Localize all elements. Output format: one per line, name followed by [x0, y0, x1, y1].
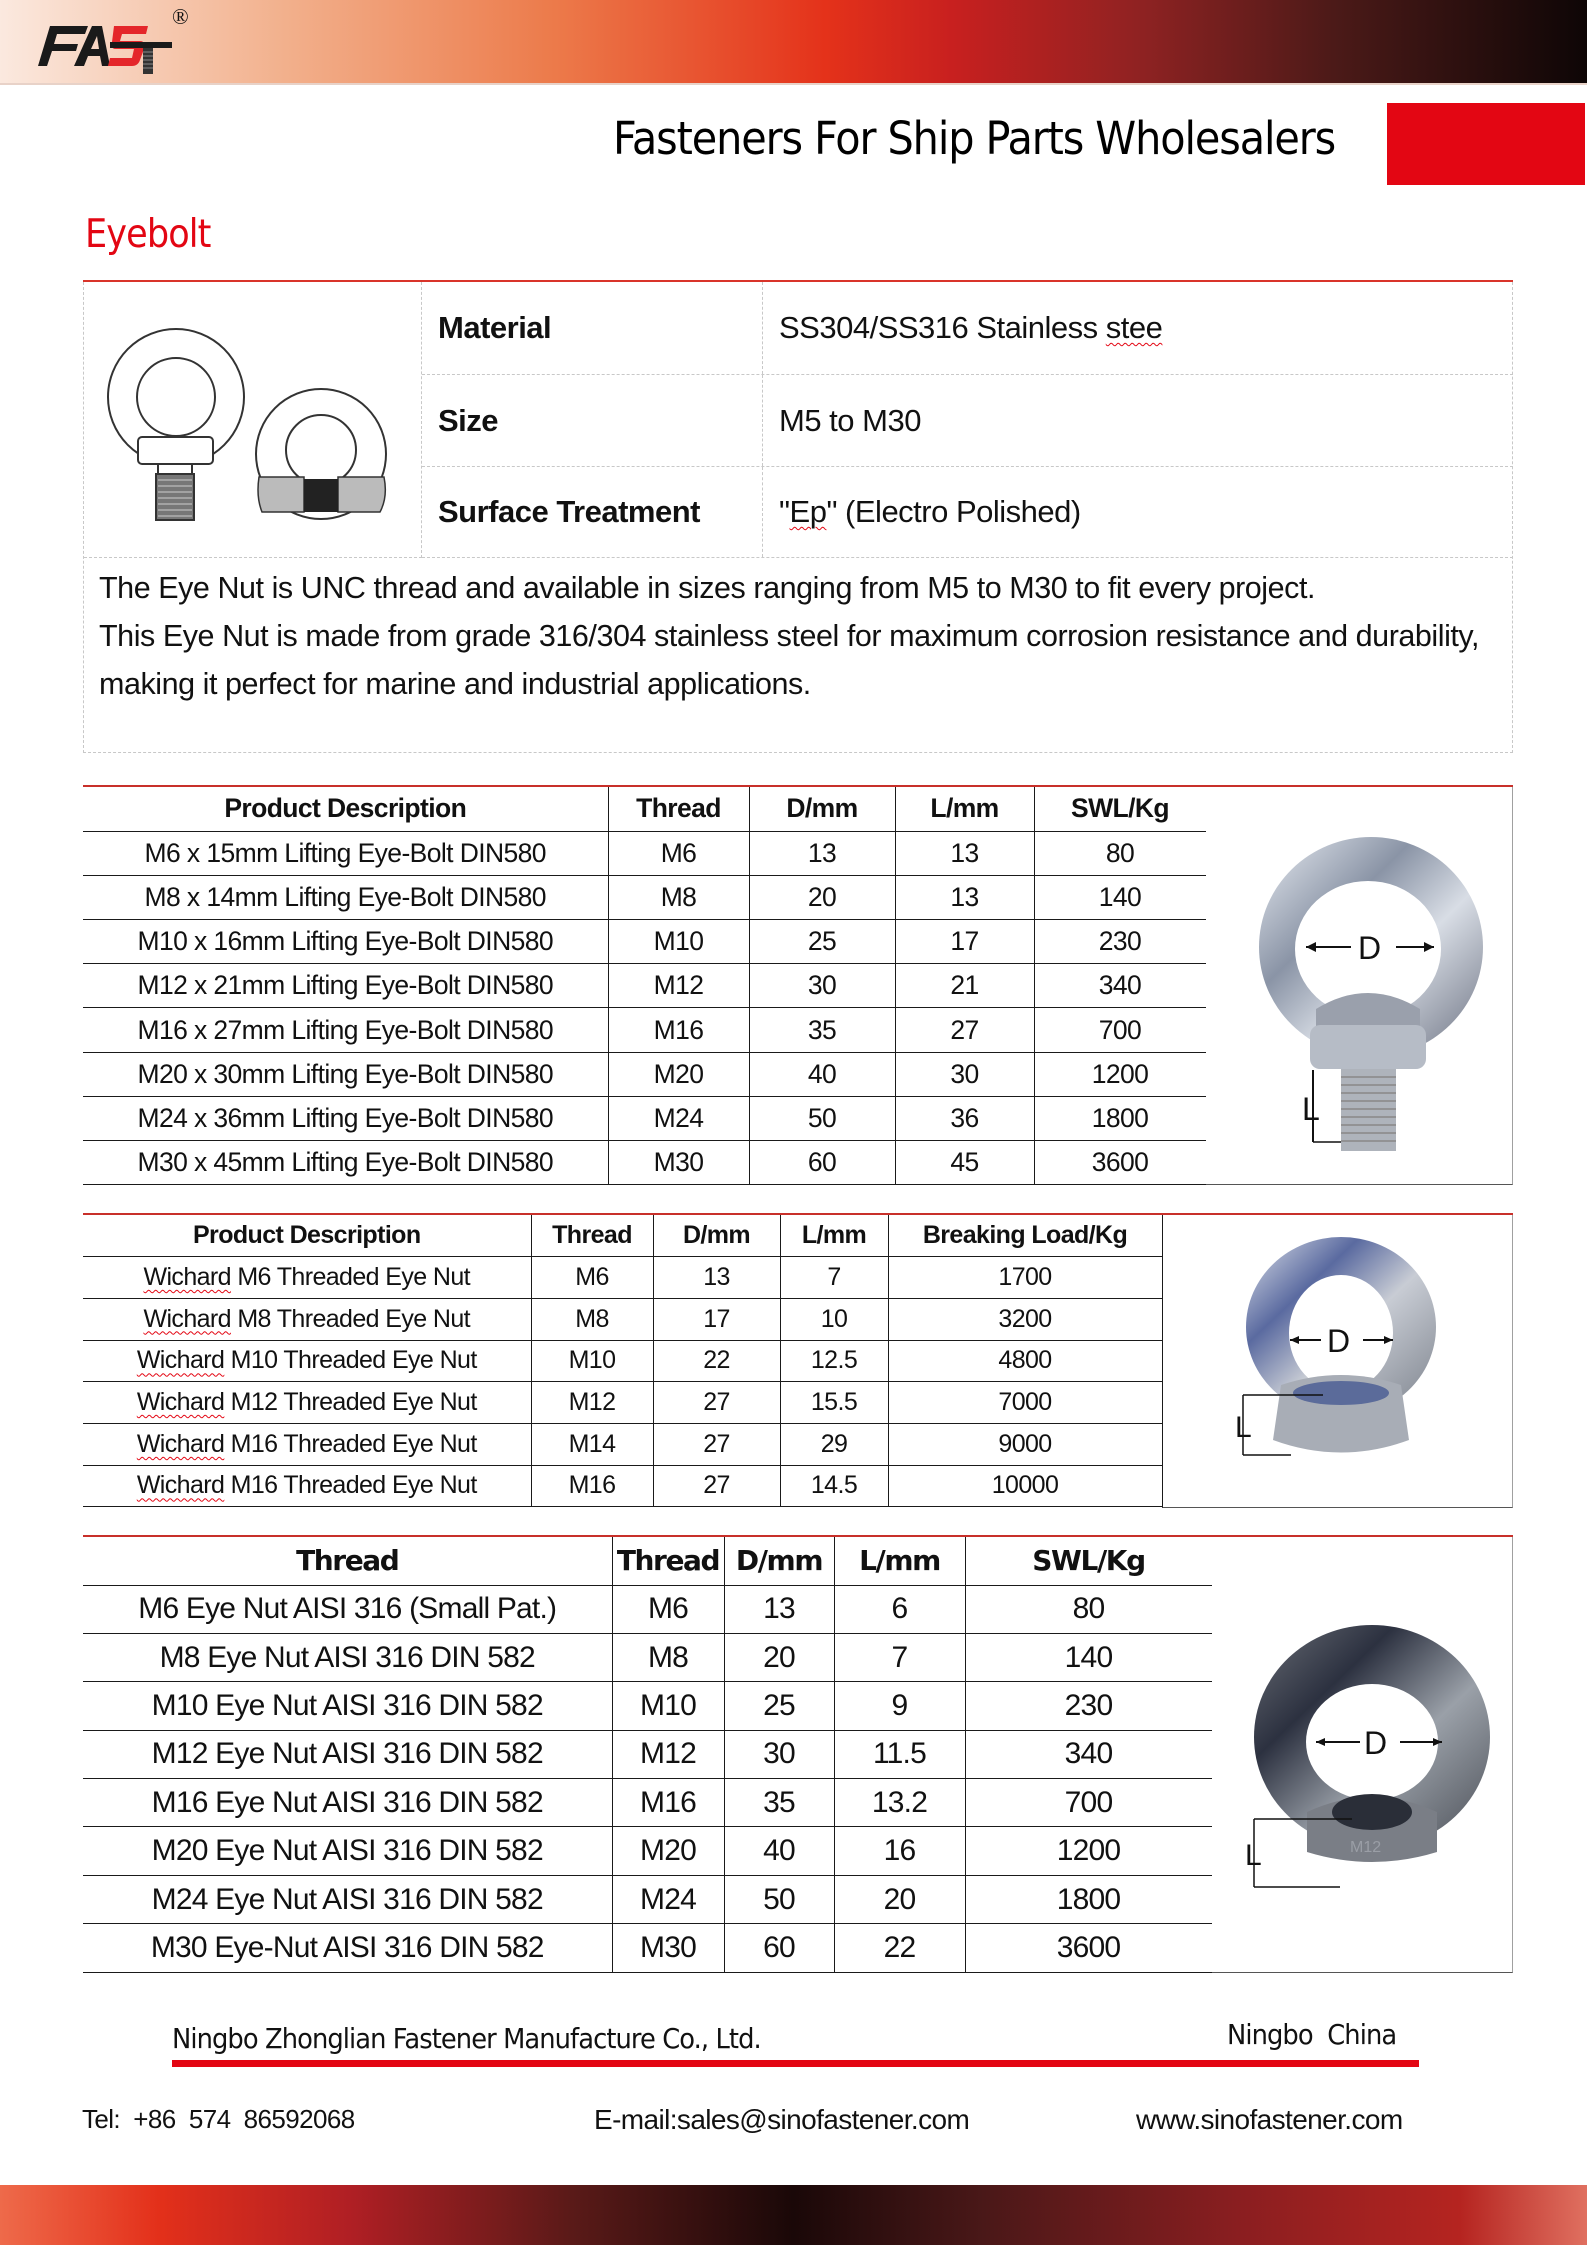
table-cell: M24 [608, 1096, 749, 1140]
table-cell: 30 [895, 1052, 1034, 1096]
table-cell: 3600 [1034, 1141, 1206, 1185]
table-row [83, 1730, 1212, 1778]
table-cell: 36 [895, 1096, 1034, 1140]
table-cell: M8 [612, 1633, 724, 1681]
eyebolt-line-drawing-icon [84, 282, 422, 558]
table-row [83, 1585, 1212, 1633]
product-description-cell: M8 x 14mm Lifting Eye-Bolt DIN580 [83, 875, 608, 919]
product-description-cell [83, 1382, 531, 1424]
table-cell: 230 [965, 1682, 1212, 1730]
table-row [83, 1382, 1162, 1424]
table-cell: M6 [612, 1585, 724, 1633]
table-cell: M30 [608, 1141, 749, 1185]
eyebolt-photo [1206, 787, 1513, 1185]
product-description-cell: M30 Eye-Nut AISI 316 DIN 582 [83, 1924, 612, 1972]
table-header-row [83, 1537, 1212, 1585]
cell-text: M12 Threaded Eye Nut [224, 1388, 477, 1417]
table-cell: M6 [531, 1257, 653, 1299]
table-cell: M12 [531, 1382, 653, 1424]
table-row [83, 1827, 1212, 1875]
eyebolt-din580-table [83, 785, 1513, 1183]
spec-label: Material [422, 282, 763, 374]
table-cell: 35 [724, 1779, 834, 1827]
table-cell: 13 [653, 1257, 780, 1299]
product-description-cell: M12 Eye Nut AISI 316 DIN 582 [83, 1730, 612, 1778]
data-table [83, 1537, 1213, 1973]
table-cell: 340 [1034, 964, 1206, 1008]
table-cell: 16 [834, 1827, 965, 1875]
table-row [83, 964, 1206, 1008]
page-title: Fasteners For Ship Parts Wholesalers [613, 112, 1336, 165]
product-description [84, 558, 1512, 752]
phone-number: Tel: +86 574 86592068 [82, 2104, 355, 2134]
table-cell: 80 [1034, 831, 1206, 875]
email-link[interactable]: E-mail:sales@sinofastener.com [594, 2104, 970, 2135]
table-body [83, 1257, 1162, 1507]
dimension-d-label: D [1358, 930, 1382, 966]
table-cell: 20 [834, 1875, 965, 1923]
product-description-cell: M16 Eye Nut AISI 316 DIN 582 [83, 1779, 612, 1827]
table-row [83, 1779, 1212, 1827]
table-cell: 13.2 [834, 1779, 965, 1827]
spec-table [83, 282, 1513, 753]
table-row [83, 1008, 1206, 1052]
product-description-cell: M20 x 30mm Lifting Eye-Bolt DIN580 [83, 1052, 608, 1096]
dimension-l-label: L [1245, 1839, 1262, 1872]
table-cell: 3600 [965, 1924, 1212, 1972]
table-cell: 13 [895, 831, 1034, 875]
spec-row-material [422, 282, 1513, 375]
table-row [83, 1298, 1162, 1340]
accent-block [1387, 103, 1585, 185]
cell-text: M8 Threaded Eye Nut [230, 1304, 471, 1333]
table-cell: 7 [780, 1257, 888, 1299]
eyebolt-photo-icon [1206, 787, 1513, 1185]
table-cell: 140 [1034, 875, 1206, 919]
product-description-cell: M10 Eye Nut AISI 316 DIN 582 [83, 1682, 612, 1730]
table-cell: 14.5 [780, 1465, 888, 1507]
company-location: Ningbo China [1227, 2018, 1397, 2051]
dimension-d-label: D [1364, 1725, 1388, 1761]
product-description-cell: M30 x 45mm Lifting Eye-Bolt DIN580 [83, 1141, 608, 1185]
spec-value: M5 to M30 [779, 402, 921, 438]
spellcheck-flagged-word: Wichard [143, 1304, 231, 1333]
column-header: D/mm [724, 1537, 834, 1585]
table-cell: M8 [531, 1298, 653, 1340]
registered-mark: ® [172, 4, 189, 29]
spec-value-text: SS304/SS316 Stainless [779, 310, 1106, 345]
table-cell: M12 [612, 1730, 724, 1778]
spellcheck-flagged-word: Wichard [136, 1471, 225, 1500]
table-cell: 60 [724, 1924, 834, 1972]
product-description-cell: M6 Eye Nut AISI 316 (Small Pat.) [83, 1585, 612, 1633]
spec-row-size [422, 375, 1513, 467]
table-cell: 40 [749, 1052, 895, 1096]
product-description-cell: M10 x 16mm Lifting Eye-Bolt DIN580 [83, 920, 608, 964]
table-cell: 1700 [888, 1257, 1162, 1299]
table-cell: 4800 [888, 1340, 1162, 1382]
table-cell: 30 [724, 1730, 834, 1778]
product-description-cell [83, 1257, 531, 1299]
product-description-cell: M16 x 27mm Lifting Eye-Bolt DIN580 [83, 1008, 608, 1052]
table-cell: 7 [834, 1633, 965, 1681]
wichard-eye-nut-table [83, 1213, 1513, 1506]
table-cell: 40 [724, 1827, 834, 1875]
table-cell: M6 [608, 831, 749, 875]
column-header: D/mm [749, 787, 895, 831]
table-header-row [83, 1215, 1162, 1257]
spec-label: Size [422, 375, 763, 466]
spec-value [763, 282, 1513, 374]
table-cell: 3200 [888, 1298, 1162, 1340]
table-row [83, 1465, 1162, 1507]
dimension-d-label: D [1327, 1323, 1351, 1359]
table-cell: 700 [965, 1779, 1212, 1827]
m12-stamp: M12 [1350, 1839, 1382, 1856]
table-cell: 7000 [888, 1382, 1162, 1424]
wichard-eye-nut-photo [1162, 1215, 1513, 1508]
table-cell: 9000 [888, 1423, 1162, 1465]
table-row [83, 1924, 1212, 1972]
column-header: Product Description [83, 787, 608, 831]
table-cell: 1200 [965, 1827, 1212, 1875]
eyenut-m12-photo [1212, 1537, 1513, 1973]
table-row [83, 831, 1206, 875]
cell-text: M16 Threaded Eye Nut [224, 1471, 477, 1500]
table-cell: 21 [895, 964, 1034, 1008]
spellcheck-flagged-word: Wichard [136, 1388, 225, 1417]
table-cell: 30 [749, 964, 895, 1008]
table-cell: M20 [612, 1827, 724, 1875]
product-description-cell: M24 x 36mm Lifting Eye-Bolt DIN580 [83, 1096, 608, 1140]
table-cell: 27 [653, 1382, 780, 1424]
table-cell: 50 [724, 1875, 834, 1923]
cell-text: M16 Threaded Eye Nut [224, 1429, 477, 1458]
product-description-cell [83, 1340, 531, 1382]
spellcheck-flagged-word: stee [1105, 310, 1163, 345]
column-header: Thread [608, 787, 749, 831]
spellcheck-flagged-word: Wichard [136, 1346, 225, 1375]
spec-value [763, 467, 1513, 557]
table-cell: 13 [895, 875, 1034, 919]
product-description-cell: M6 x 15mm Lifting Eye-Bolt DIN580 [83, 831, 608, 875]
table-row [83, 1682, 1212, 1730]
spellcheck-flagged-word: Wichard [136, 1429, 225, 1458]
eye-nut-photo-icon [1163, 1215, 1514, 1508]
table-cell: 1800 [965, 1875, 1212, 1923]
section-title: Eyebolt [85, 212, 211, 257]
table-cell: 340 [965, 1730, 1212, 1778]
data-table [83, 787, 1207, 1185]
table-cell: 13 [724, 1585, 834, 1633]
table-row [83, 1875, 1212, 1923]
table-cell: 6 [834, 1585, 965, 1633]
description-line: This Eye Nut is made from grade 316/304 stainless steel for maximum corrosion resistance and durability, [99, 619, 1479, 653]
table-cell: M10 [612, 1682, 724, 1730]
table-cell: 22 [653, 1340, 780, 1382]
table-header-row [83, 787, 1206, 831]
table-row [83, 920, 1206, 964]
table-cell: 27 [653, 1423, 780, 1465]
column-header: SWL/Kg [1034, 787, 1206, 831]
table-cell: 25 [749, 920, 895, 964]
product-description-cell: M12 x 21mm Lifting Eye-Bolt DIN580 [83, 964, 608, 1008]
eye-nut-m12-photo-icon [1212, 1537, 1513, 1973]
cell-text: M6 Threaded Eye Nut [230, 1263, 471, 1292]
table-row [83, 1633, 1212, 1681]
product-description-cell [83, 1298, 531, 1340]
column-header: Product Description [83, 1215, 531, 1257]
table-cell: 80 [965, 1585, 1212, 1633]
table-cell: 1800 [1034, 1096, 1206, 1140]
table-cell: M16 [608, 1008, 749, 1052]
website-link[interactable]: www.sinofastener.com [1136, 2104, 1403, 2135]
spec-row-surface-treatment [422, 467, 1513, 558]
table-cell: 700 [1034, 1008, 1206, 1052]
table-cell: 140 [965, 1633, 1212, 1681]
column-header: L/mm [895, 787, 1034, 831]
table-cell: M10 [608, 920, 749, 964]
table-cell: 60 [749, 1141, 895, 1185]
header-banner [0, 0, 1587, 85]
table-cell: M24 [612, 1875, 724, 1923]
table-cell: M14 [531, 1423, 653, 1465]
table-cell: 15.5 [780, 1382, 888, 1424]
fast-logo [30, 14, 175, 76]
footer-divider [172, 2060, 1419, 2067]
company-name: Ningbo Zhonglian Fastener Manufacture Co., Ltd. [172, 2022, 761, 2055]
dimension-l-label: L [1235, 1411, 1252, 1444]
table-cell: 9 [834, 1682, 965, 1730]
line-drawing-image [84, 282, 422, 558]
table-cell: M10 [531, 1340, 653, 1382]
table-cell: M12 [608, 964, 749, 1008]
table-cell: M16 [531, 1465, 653, 1507]
table-body [83, 831, 1206, 1185]
cell-text: M10 Threaded Eye Nut [224, 1346, 477, 1375]
table-cell: M20 [608, 1052, 749, 1096]
table-cell: 17 [895, 920, 1034, 964]
table-cell: 11.5 [834, 1730, 965, 1778]
table-cell: 45 [895, 1141, 1034, 1185]
product-description-cell: M20 Eye Nut AISI 316 DIN 582 [83, 1827, 612, 1875]
table-cell: 27 [653, 1465, 780, 1507]
column-header: SWL/Kg [965, 1537, 1212, 1585]
table-cell: 25 [724, 1682, 834, 1730]
column-header: L/mm [780, 1215, 888, 1257]
spec-label: Surface Treatment [422, 467, 763, 557]
dimension-l-label: L [1302, 1091, 1320, 1127]
table-cell: 13 [749, 831, 895, 875]
column-header: Breaking Load/Kg [888, 1215, 1162, 1257]
data-table [83, 1215, 1163, 1507]
table-cell: 230 [1034, 920, 1206, 964]
table-row [83, 1052, 1206, 1096]
table-cell: 20 [749, 875, 895, 919]
table-cell: 10000 [888, 1465, 1162, 1507]
product-description-cell: M24 Eye Nut AISI 316 DIN 582 [83, 1875, 612, 1923]
table-row [83, 1096, 1206, 1140]
spec-value-text: " [779, 494, 790, 529]
column-header: Thread [612, 1537, 724, 1585]
table-cell: 20 [724, 1633, 834, 1681]
table-row [83, 1340, 1162, 1382]
table-cell: 22 [834, 1924, 965, 1972]
table-row [83, 1141, 1206, 1185]
table-cell: 29 [780, 1423, 888, 1465]
footer-banner [0, 2185, 1587, 2245]
table-cell: M30 [612, 1924, 724, 1972]
spec-value-text: " (Electro Polished) [826, 494, 1081, 529]
column-header: D/mm [653, 1215, 780, 1257]
column-header: L/mm [834, 1537, 965, 1585]
table-cell: 12.5 [780, 1340, 888, 1382]
eyenut-din582-table [83, 1535, 1513, 1971]
table-cell: 10 [780, 1298, 888, 1340]
table-row [83, 1257, 1162, 1299]
table-row [83, 1423, 1162, 1465]
table-cell: 27 [895, 1008, 1034, 1052]
spellcheck-flagged-word: Ep [789, 494, 827, 529]
table-body [83, 1585, 1212, 1972]
product-description-cell [83, 1423, 531, 1465]
description-line: making it perfect for marine and industrial applications. [99, 667, 811, 701]
description-line: The Eye Nut is UNC thread and available in sizes ranging from M5 to M30 to fit every project. [99, 571, 1315, 605]
table-cell: 17 [653, 1298, 780, 1340]
table-cell: 1200 [1034, 1052, 1206, 1096]
product-description-cell [83, 1465, 531, 1507]
table-cell: 50 [749, 1096, 895, 1140]
table-cell: M16 [612, 1779, 724, 1827]
table-cell: M8 [608, 875, 749, 919]
table-row [83, 875, 1206, 919]
column-header: Thread [531, 1215, 653, 1257]
product-description-cell: M8 Eye Nut AISI 316 DIN 582 [83, 1633, 612, 1681]
table-cell: 35 [749, 1008, 895, 1052]
spellcheck-flagged-word: Wichard [143, 1263, 231, 1292]
column-header: Thread [83, 1537, 612, 1585]
